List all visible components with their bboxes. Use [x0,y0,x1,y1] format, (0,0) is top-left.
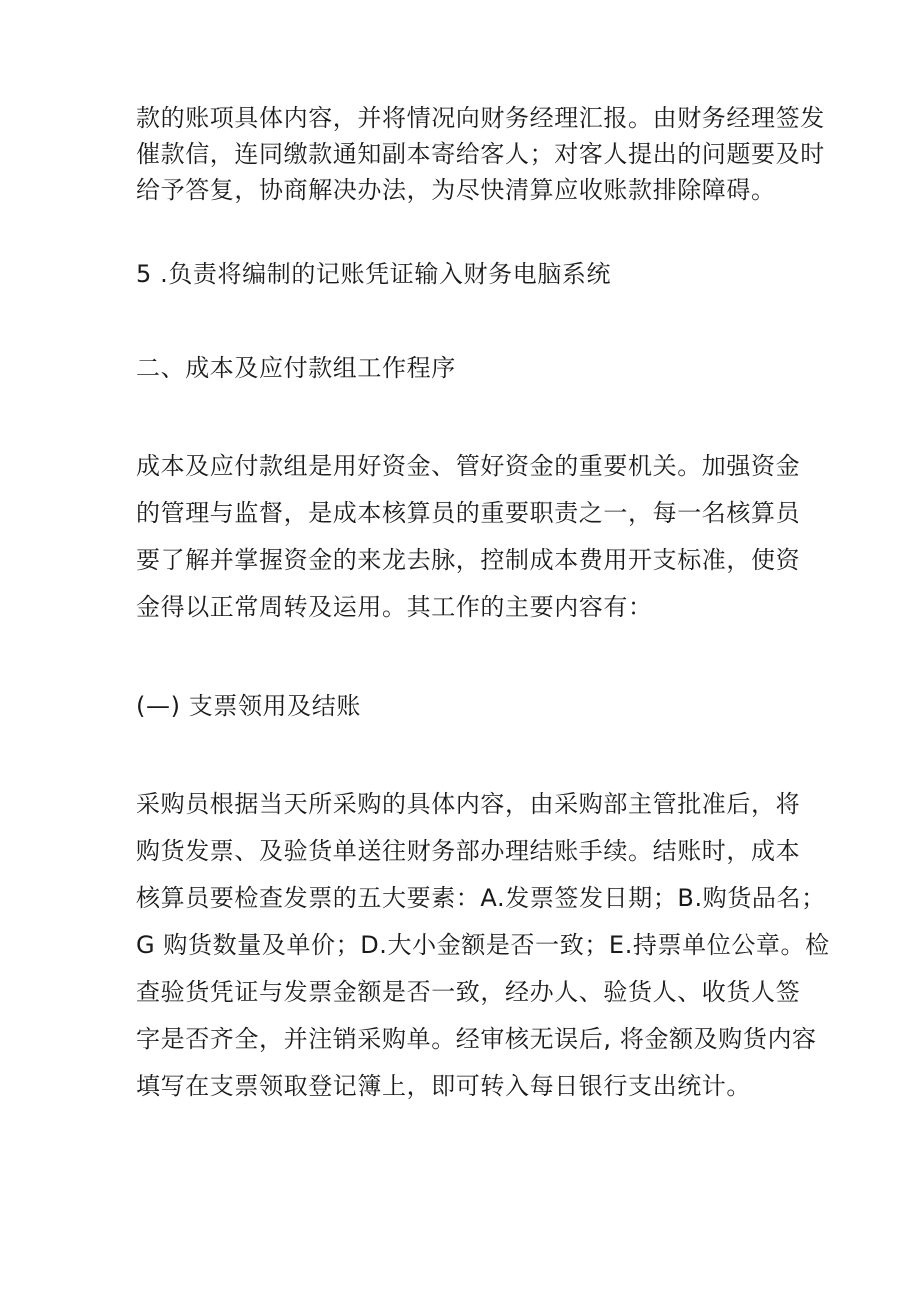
paragraph-2-line-2: 的管理与监督，是成本核算员的重要职责之一，每一名核算员 [136,499,801,527]
paragraph-3-line-5: 查验货凭证与发票金额是否一致，经办人、验货人、收货人签 [136,978,801,1006]
subsection-1-title: (—) 支票领用及结账 [136,692,361,720]
paragraph-2-line-1: 成本及应付款组是用好资金、管好资金的重要机关。加强资金 [136,452,801,480]
paragraph-2-line-4: 金得以正常周转及运用。其工作的主要内容有： [136,593,653,621]
paragraph-3-line-6: 字是否齐全，并注销采购单。经审核无误后, 将金额及购货内容 [136,1025,817,1053]
section-2-title: 二、成本及应付款组工作程序 [136,354,456,382]
paragraph-3-line-1: 采购员根据当天所采购的具体内容，由采购部主管批准后，将 [136,790,801,818]
paragraph-3-line-3: 核算员要检查发票的五大要素：A.发票签发日期；B.购货品名； [136,884,826,912]
paragraph-1-line-2: 催款信，连同缴款通知副本寄给客人；对客人提出的问题要及时 [136,140,825,168]
paragraph-2-line-3: 要了解并掌握资金的来龙去脉，控制成本费用开支标准，使资 [136,546,801,574]
paragraph-3-line-4: G 购货数量及单价；D.大小金额是否一致；E.持票单位公章。检 [136,931,830,959]
paragraph-3-line-7: 填写在支票领取登记簿上，即可转入每日银行支出统计。 [136,1072,751,1100]
paragraph-3-line-2: 购货发票、及验货单送往财务部办理结账手续。结账时，成本 [136,837,801,865]
item-5: 5 .负责将编制的记账凭证输入财务电脑系统 [136,260,612,288]
paragraph-1-line-1: 款的账项具体内容，并将情况向财务经理汇报。由财务经理签发 [136,104,825,132]
paragraph-1-line-3: 给予答复，协商解决办法，为尽快清算应收账款排除障碍。 [136,176,776,204]
